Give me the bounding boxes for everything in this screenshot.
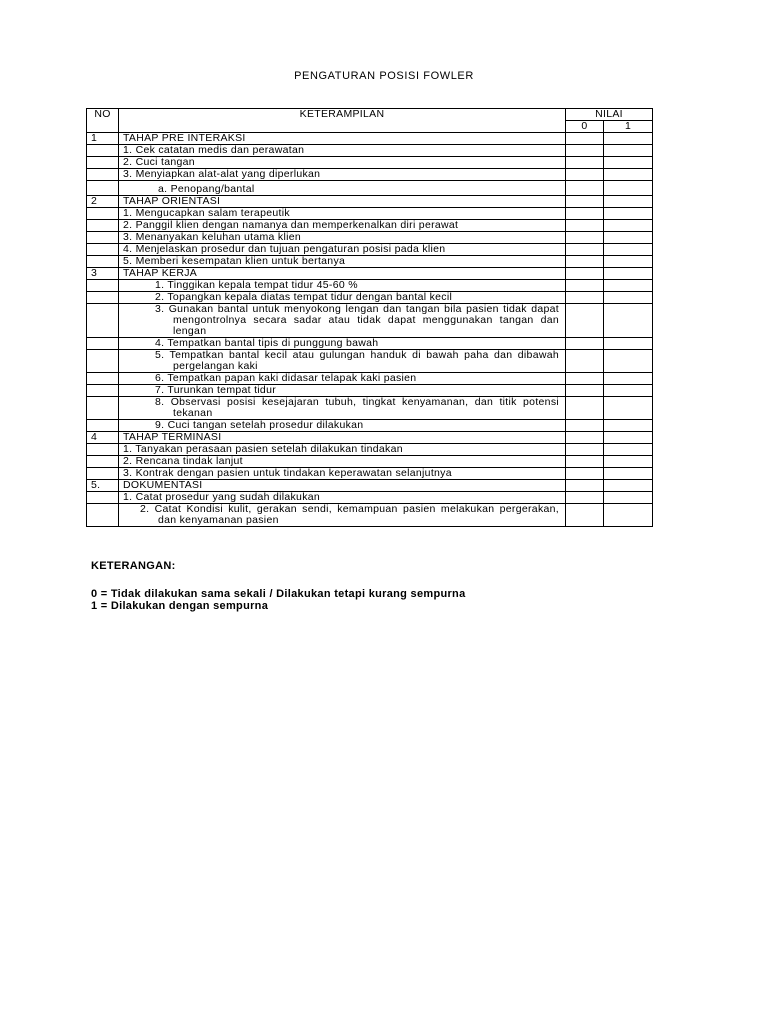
section-row: [87, 196, 653, 208]
section-number: 3: [87, 268, 119, 280]
score-1-cell[interactable]: [604, 169, 653, 181]
table-row: [87, 304, 653, 338]
skill-item: 3. Menyiapkan alat-alat yang diperlukan: [119, 169, 566, 181]
score-0-cell[interactable]: [566, 292, 604, 304]
score-0-cell[interactable]: [566, 432, 604, 444]
skill-item: 4. Menjelaskan prosedur dan tujuan pengaturan posisi pada klien: [119, 244, 566, 256]
score-1-cell[interactable]: [604, 181, 653, 196]
score-0-cell[interactable]: [566, 397, 604, 420]
no-cell: [87, 397, 119, 420]
score-1-cell[interactable]: [604, 304, 653, 338]
no-cell: [87, 492, 119, 504]
table-row: [87, 181, 653, 196]
score-0-cell[interactable]: [566, 280, 604, 292]
skill-item: 4. Tempatkan bantal tipis di punggung bawah: [119, 338, 566, 350]
page-title: PENGATURAN POSISI FOWLER: [294, 70, 474, 82]
score-0-cell[interactable]: [566, 169, 604, 181]
no-cell: [87, 338, 119, 350]
no-cell: [87, 280, 119, 292]
skill-item: 1. Tinggikan kepala tempat tidur 45-60 %: [119, 280, 566, 292]
skill-item: 5. Memberi kesempatan klien untuk bertanya: [119, 256, 566, 268]
no-cell: [87, 232, 119, 244]
section-number: 5.: [87, 480, 119, 492]
score-0-cell[interactable]: [566, 373, 604, 385]
notes-title: KETERANGAN:: [91, 560, 176, 572]
no-cell: [87, 208, 119, 220]
score-1-cell[interactable]: [604, 373, 653, 385]
skill-item: a. Penopang/bantal: [119, 181, 566, 196]
score-1-cell[interactable]: [604, 208, 653, 220]
score-1-cell[interactable]: [604, 350, 653, 373]
score-0-cell[interactable]: [566, 504, 604, 527]
score-0-cell[interactable]: [566, 196, 604, 208]
no-cell: [87, 373, 119, 385]
score-1-cell[interactable]: [604, 338, 653, 350]
score-1-cell[interactable]: [604, 280, 653, 292]
skill-item: 5. Tempatkan bantal kecil atau gulungan handuk di bawah paha dan dibawah pergelangan kaki: [155, 349, 559, 372]
no-cell: [87, 468, 119, 480]
score-0-cell[interactable]: [566, 480, 604, 492]
section-title: TAHAP KERJA: [119, 268, 566, 280]
score-1-cell[interactable]: [604, 196, 653, 208]
section-row: [87, 480, 653, 492]
table-row: [87, 169, 653, 181]
table-row: [87, 280, 653, 292]
score-0-cell[interactable]: [566, 157, 604, 169]
score-0-cell[interactable]: [566, 338, 604, 350]
table-row: [87, 444, 653, 456]
score-0-cell[interactable]: [566, 385, 604, 397]
section-number: 4: [87, 432, 119, 444]
table-row: [87, 504, 653, 527]
score-1-cell[interactable]: [604, 256, 653, 268]
score-0-cell[interactable]: [566, 133, 604, 145]
skill-item: 3. Gunakan bantal untuk menyokong lengan dan tangan bila pasien tidak dapat mengontrolnya secara sadar atau tidak dapat menggunakan tangan dan lengan: [155, 303, 559, 337]
skill-item: 3. Kontrak dengan pasien untuk tindakan keperawatan selanjutnya: [119, 468, 566, 480]
score-0-cell[interactable]: [566, 145, 604, 157]
header-score: NILAI: [566, 109, 653, 121]
table-row: [87, 220, 653, 232]
header-row: [87, 109, 653, 121]
header-skill: KETERAMPILAN: [119, 109, 566, 133]
skill-item-cell: [119, 350, 566, 373]
score-0-cell[interactable]: [566, 420, 604, 432]
score-0-cell[interactable]: [566, 232, 604, 244]
skill-item: 1. Tanyakan perasaan pasien setelah dilakukan tindakan: [119, 444, 566, 456]
table-row: [87, 338, 653, 350]
table-row: [87, 492, 653, 504]
score-0-cell[interactable]: [566, 350, 604, 373]
table-row: [87, 373, 653, 385]
no-cell: [87, 504, 119, 527]
no-cell: [87, 220, 119, 232]
table-row: [87, 350, 653, 373]
score-0-cell[interactable]: [566, 244, 604, 256]
no-cell: [87, 444, 119, 456]
score-1-cell[interactable]: [604, 504, 653, 527]
score-1-cell[interactable]: [604, 444, 653, 456]
skill-item: 1. Mengucapkan salam terapeutik: [119, 208, 566, 220]
score-1-cell[interactable]: [604, 268, 653, 280]
skill-item-cell: [119, 504, 566, 527]
score-0-cell[interactable]: [566, 208, 604, 220]
table-row: [87, 157, 653, 169]
score-0-cell[interactable]: [566, 256, 604, 268]
no-cell: [87, 304, 119, 338]
score-1-cell[interactable]: [604, 145, 653, 157]
header-no: NO: [87, 109, 119, 133]
table-row: [87, 232, 653, 244]
skill-item: 2. Topangkan kepala diatas tempat tidur dengan bantal kecil: [119, 292, 566, 304]
score-1-cell[interactable]: [604, 397, 653, 420]
no-cell: [87, 145, 119, 157]
legend-notes: [91, 560, 466, 612]
skill-item: 2. Rencana tindak lanjut: [119, 456, 566, 468]
score-0-cell[interactable]: [566, 468, 604, 480]
score-1-cell[interactable]: [604, 492, 653, 504]
skill-item: 9. Cuci tangan setelah prosedur dilakukan: [119, 420, 566, 432]
table-row: [87, 256, 653, 268]
score-1-cell[interactable]: [604, 480, 653, 492]
table-row: [87, 456, 653, 468]
header-score-0: 0: [566, 121, 604, 133]
section-number: 1: [87, 133, 119, 145]
notes-line: 0 = Tidak dilakukan sama sekali / Dilakukan tetapi kurang sempurna: [91, 588, 466, 600]
table-row: [87, 397, 653, 420]
score-0-cell[interactable]: [566, 444, 604, 456]
table-row: [87, 145, 653, 157]
section-row: [87, 133, 653, 145]
score-1-cell[interactable]: [604, 244, 653, 256]
score-0-cell[interactable]: [566, 181, 604, 196]
no-cell: [87, 350, 119, 373]
score-1-cell[interactable]: [604, 133, 653, 145]
no-cell: [87, 420, 119, 432]
skill-checklist-table: [86, 108, 653, 527]
no-cell: [87, 244, 119, 256]
header-score-1: 1: [604, 121, 653, 133]
no-cell: [87, 385, 119, 397]
table-row: [87, 244, 653, 256]
skill-item-cell: [119, 397, 566, 420]
section-title: TAHAP PRE INTERAKSI: [119, 133, 566, 145]
score-1-cell[interactable]: [604, 420, 653, 432]
table-row: [87, 385, 653, 397]
table-row: [87, 468, 653, 480]
table-row: [87, 208, 653, 220]
notes-line: 1 = Dilakukan dengan sempurna: [91, 600, 269, 612]
skill-item: 2. Panggil klien dengan namanya dan memperkenalkan diri perawat: [119, 220, 566, 232]
section-row: [87, 268, 653, 280]
skill-item: 3. Menanyakan keluhan utama klien: [119, 232, 566, 244]
no-cell: [87, 169, 119, 181]
table-row: [87, 420, 653, 432]
score-1-cell[interactable]: [604, 456, 653, 468]
skill-item: 6. Tempatkan papan kaki didasar telapak kaki pasien: [119, 373, 566, 385]
score-1-cell[interactable]: [604, 157, 653, 169]
score-1-cell[interactable]: [604, 385, 653, 397]
score-1-cell[interactable]: [604, 232, 653, 244]
section-title: TAHAP ORIENTASI: [119, 196, 566, 208]
table-row: [87, 292, 653, 304]
score-1-cell[interactable]: [604, 468, 653, 480]
section-row: [87, 432, 653, 444]
section-number: 2: [87, 196, 119, 208]
score-0-cell[interactable]: [566, 304, 604, 338]
no-cell: [87, 181, 119, 196]
score-1-cell[interactable]: [604, 432, 653, 444]
skill-item: 8. Observasi posisi kesejajaran tubuh, tingkat kenyamanan, dan titik potensi tekanan: [155, 396, 559, 419]
score-0-cell[interactable]: [566, 492, 604, 504]
skill-item: 2. Cuci tangan: [119, 157, 566, 169]
skill-item-cell: [119, 304, 566, 338]
score-0-cell[interactable]: [566, 220, 604, 232]
section-title: DOKUMENTASI: [119, 480, 566, 492]
no-cell: [87, 256, 119, 268]
score-1-cell[interactable]: [604, 220, 653, 232]
score-1-cell[interactable]: [604, 292, 653, 304]
skill-item: 1. Catat prosedur yang sudah dilakukan: [119, 492, 566, 504]
score-0-cell[interactable]: [566, 268, 604, 280]
skill-item: 7. Turunkan tempat tidur: [119, 385, 566, 397]
section-title: TAHAP TERMINASI: [119, 432, 566, 444]
no-cell: [87, 292, 119, 304]
no-cell: [87, 456, 119, 468]
score-0-cell[interactable]: [566, 456, 604, 468]
no-cell: [87, 157, 119, 169]
skill-item: 1. Cek catatan medis dan perawatan: [119, 145, 566, 157]
skill-item: 2. Catat Kondisi kulit, gerakan sendi, kemampuan pasien melakukan pergerakan, dan kenyamanan pasien: [140, 503, 559, 526]
